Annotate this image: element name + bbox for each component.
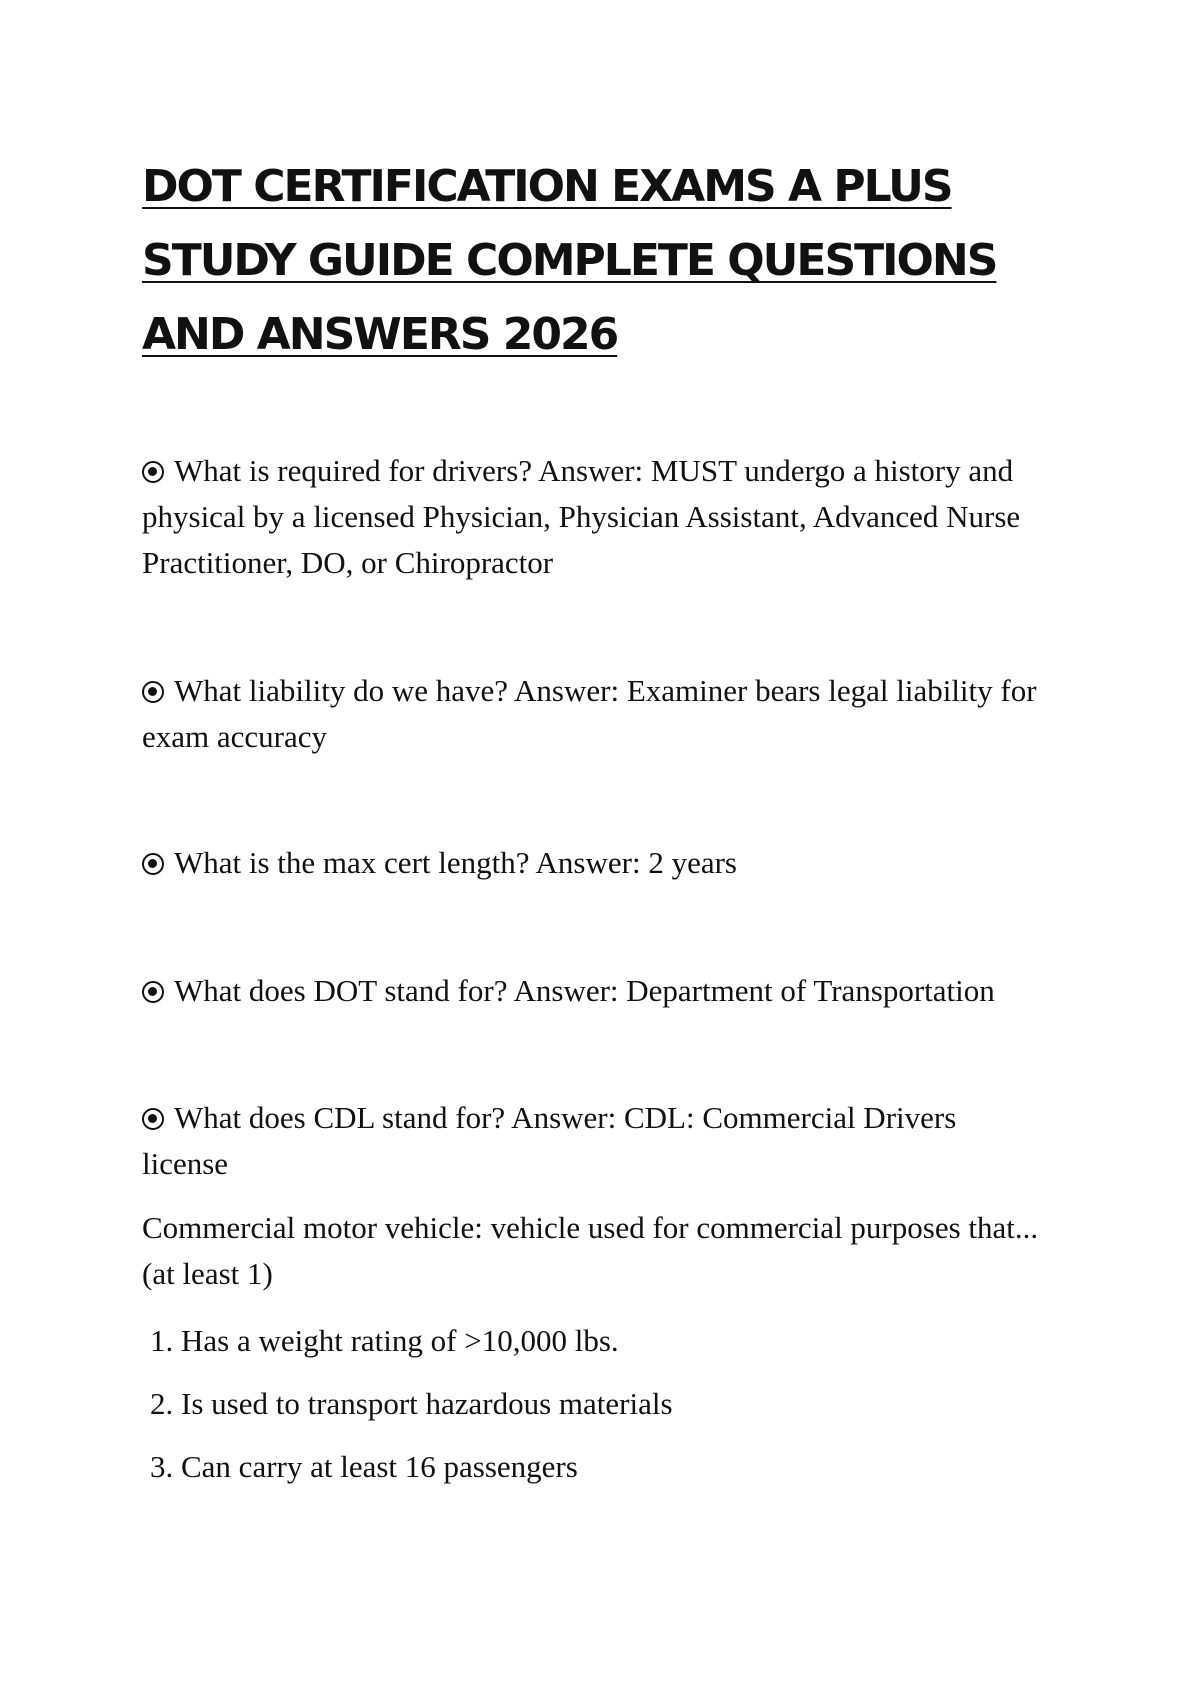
qa-text: What is required for drivers? Answer: MUST undergo a history and physical by a licensed Physician, Physician Assistant, Advanced Nurse Practitioner, DO, or Chiropractor	[142, 453, 1021, 580]
radio-bullet-icon	[142, 461, 164, 483]
qa-text: What liability do we have? Answer: Examiner bears legal liability for exam accuracy	[142, 673, 1037, 754]
cmv-definition: Commercial motor vehicle: vehicle used for commercial purposes that...(at least 1)	[142, 1210, 1039, 1291]
document-title-text: DOT CERTIFICATION EXAMS A PLUS STUDY GUIDE COMPLETE QUESTIONS AND ANSWERS 2026	[142, 161, 997, 360]
qa-item	[142, 840, 1072, 886]
qa-item	[142, 968, 1072, 1014]
radio-bullet-icon	[142, 1108, 164, 1130]
radio-bullet-icon	[142, 981, 164, 1003]
qa-text: What is the max cert length? Answer: 2 years	[174, 845, 737, 880]
radio-bullet-icon	[142, 853, 164, 875]
document-title	[142, 150, 1092, 372]
criteria-item: 3. Can carry at least 16 passengers	[150, 1449, 578, 1484]
qa-item	[142, 1095, 1002, 1187]
qa-text: What does CDL stand for? Answer: CDL: Commercial Drivers license	[142, 1100, 957, 1181]
qa-item	[142, 448, 1072, 586]
qa-item	[142, 668, 1072, 760]
criteria-item: 2. Is used to transport hazardous materials	[150, 1386, 673, 1421]
qa-text: What does DOT stand for? Answer: Department of Transportation	[174, 973, 995, 1008]
radio-bullet-icon	[142, 681, 164, 703]
criteria-item: 1. Has a weight rating of >10,000 lbs.	[150, 1323, 619, 1358]
